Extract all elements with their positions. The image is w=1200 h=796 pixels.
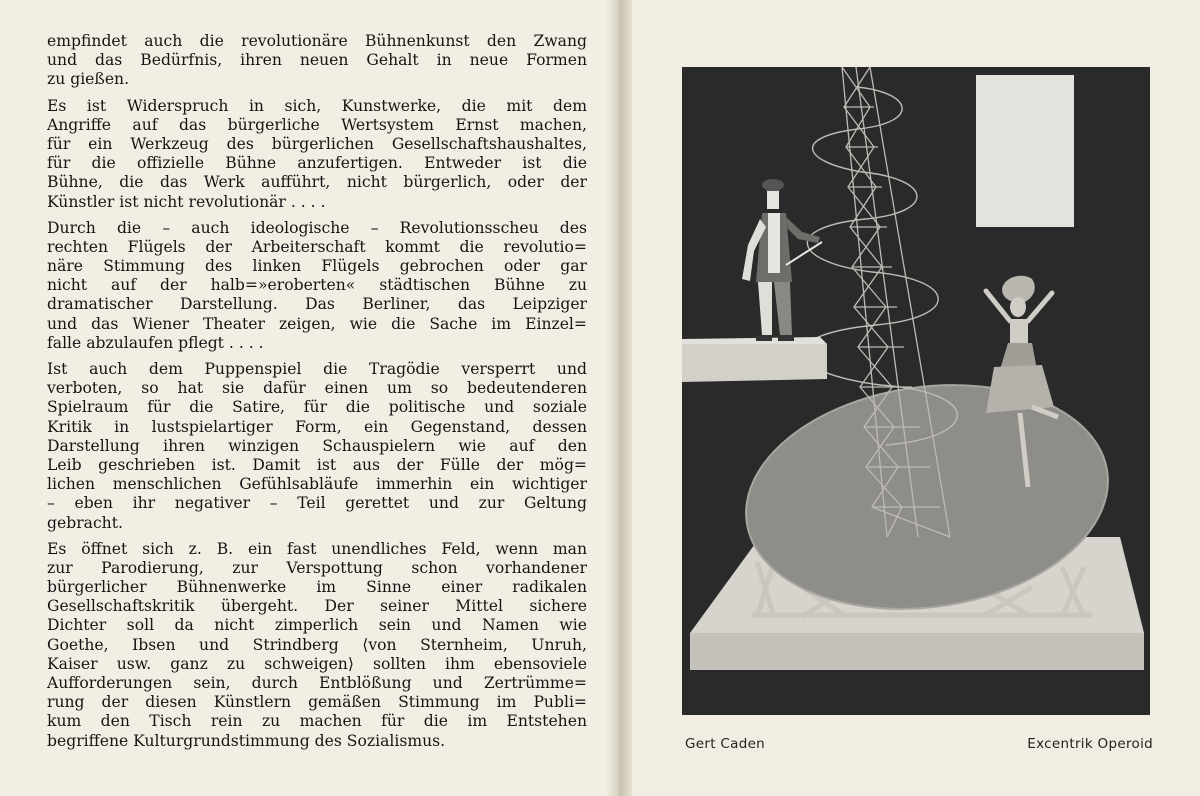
caption-artist: Gert Caden xyxy=(685,736,766,752)
text-line: empfindet auch die revolutionäre Bühnenkunst den Zwang xyxy=(47,32,587,50)
text-line: Kritik in lustspielartiger Form, ein Gegenstand, dessen xyxy=(47,417,587,436)
text-line: Ist auch dem Puppenspiel die Tragödie versperrt und xyxy=(47,360,587,378)
text-line: nicht auf der halb=»eroberten« städtischen Bühne zu xyxy=(47,276,587,295)
text-line: Darstellung ihren winzigen Schauspielern wie auf den xyxy=(47,436,587,455)
text-line: Bühne, die das Werk aufführt, nicht bürgerlich, oder der xyxy=(47,173,587,192)
book-gutter xyxy=(606,0,632,796)
caption-title: Excentrik Operoid xyxy=(1027,736,1153,752)
paragraph-1 xyxy=(47,32,587,90)
paragraph-3 xyxy=(47,219,587,353)
text-line: – eben ihr negativer – Teil gerettet und zur Geltung xyxy=(47,494,587,513)
text-line: Durch die – auch ideologische – Revolutionsscheu des xyxy=(47,218,587,237)
text-line: falle abzulaufen pflegt . . . . xyxy=(47,333,264,352)
text-line: Künstler ist nicht revolutionär . . . . xyxy=(47,192,326,211)
text-line: Es ist Widerspruch in sich, Kunstwerke, die mit dem xyxy=(47,96,587,115)
text-line: gebracht. xyxy=(47,513,123,532)
side-ledge xyxy=(682,344,827,382)
stage-design-photograph xyxy=(682,67,1150,715)
stage-design-illustration xyxy=(682,67,1150,715)
text-line: und das Wiener Theater zeigen, wie die Sache im Einzel= xyxy=(47,314,587,333)
text-line: Goethe, Ibsen und Strindberg ⟨von Sternheim, Unruh, xyxy=(47,635,587,654)
text-line: lichen menschlichen Gefühlsabläufe immerhin ein wichtiger xyxy=(47,475,587,494)
text-line: für ein Werkzeug des bürgerlichen Gesellschaftshaushaltes, xyxy=(47,134,587,153)
text-line: begriffene Kulturgrundstimmung des Sozialismus. xyxy=(47,731,446,750)
text-line: Leib geschrieben ist. Damit ist aus der Fülle der mög= xyxy=(47,455,587,474)
text-line: rechten Flügels der Arbeiterschaft kommt die revolutio= xyxy=(47,237,587,256)
text-line: zur Parodierung, zur Verspottung schon vorhandener xyxy=(47,558,587,577)
text-line: Spielraum für die Satire, für die politische und soziale xyxy=(47,398,587,417)
text-line: rung der diesen Künstlern gemäßen Stimmung im Publi= xyxy=(47,693,587,712)
text-line: Aufforderungen sein, durch Entblößung und Zertrümme= xyxy=(47,674,587,692)
text-line: bürgerlicher Bühnenwerke im Sinne einer radikalen xyxy=(47,578,587,597)
text-line: Gesellschaftskritik übergeht. Der seiner Mittel sichere xyxy=(47,597,587,616)
text-line: dramatischer Darstellung. Das Berliner, das Leipziger xyxy=(47,295,587,314)
text-line: Kaiser usw. ganz zu schweigen⟩ sollten ihm ebensoviele xyxy=(47,654,587,673)
backdrop-panel xyxy=(976,75,1074,227)
text-line: verboten, so hat sie dafür einen um so bedeutenderen xyxy=(47,379,587,398)
paragraph-5 xyxy=(47,540,587,751)
paragraph-4 xyxy=(47,360,587,533)
text-line: und das Bedürfnis, ihren neuen Gehalt in neue Formen xyxy=(47,51,587,70)
body-text xyxy=(47,32,587,758)
text-line: kum den Tisch rein zu machen für die im Entstehen xyxy=(47,712,587,731)
text-line: Es öffnet sich z. B. ein fast unendliches Feld, wenn man xyxy=(47,539,587,558)
paragraph-2 xyxy=(47,97,587,212)
text-line: näre Stimmung des linken Flügels gebrochen oder gar xyxy=(47,257,587,276)
text-line: für die offizielle Bühne anzufertigen. Entweder ist die xyxy=(47,154,587,173)
text-line: Angriffe auf das bürgerliche Wertsystem Ernst machen, xyxy=(47,115,587,134)
text-line: Dichter soll da nicht zimperlich sein und Namen wie xyxy=(47,616,587,635)
text-line: zu gießen. xyxy=(47,70,130,89)
